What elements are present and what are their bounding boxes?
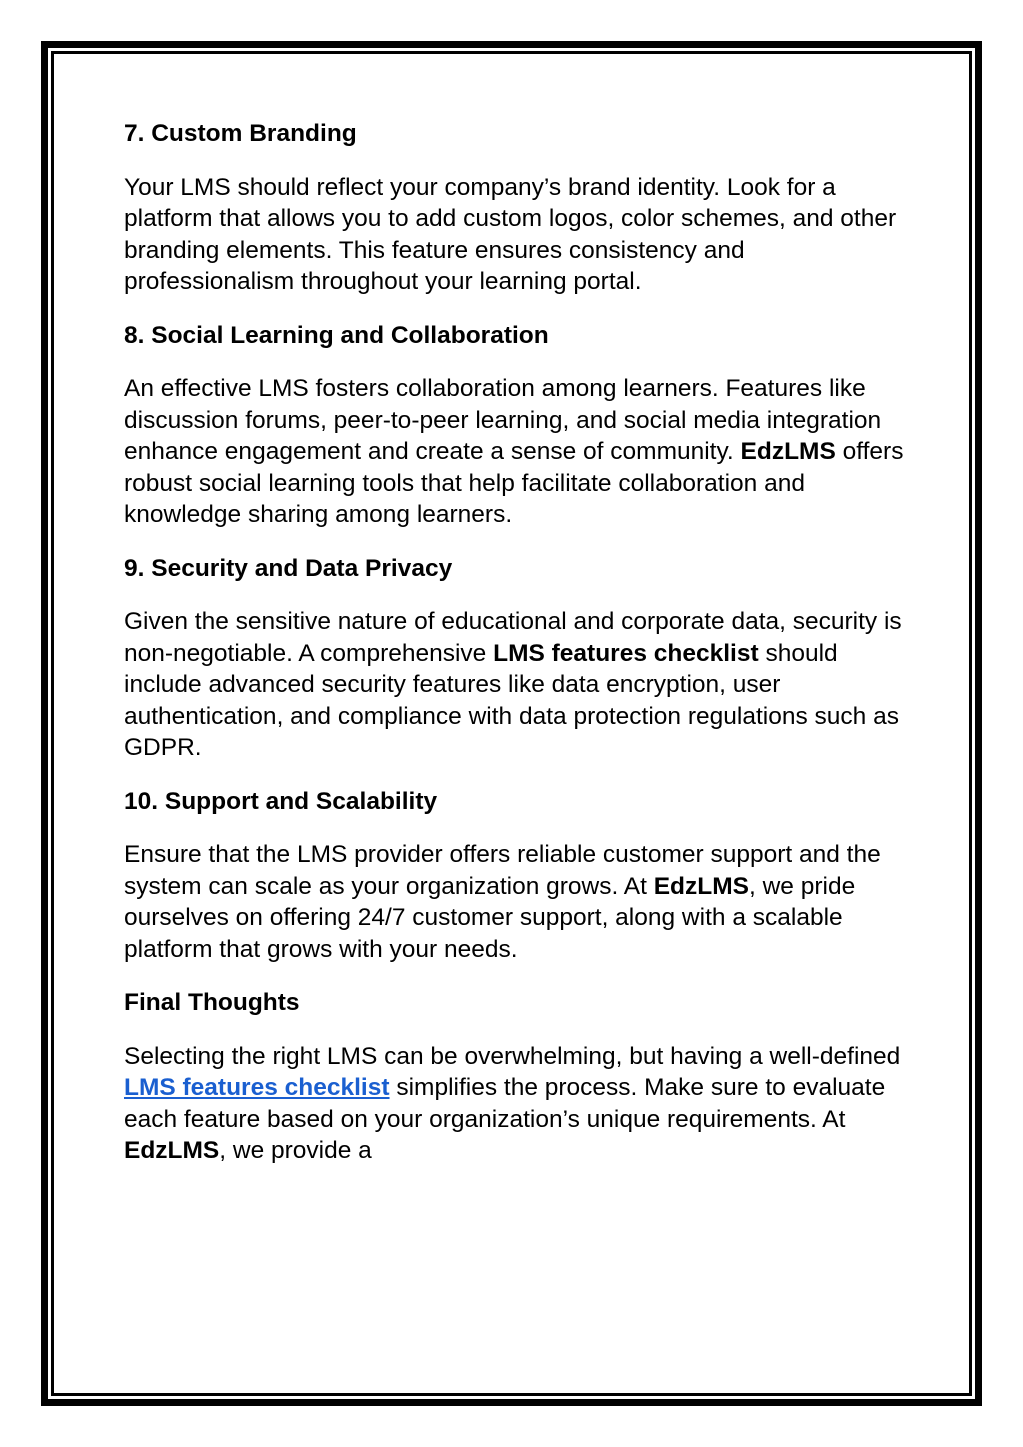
text-run: simplifies the process. Make sure to evaluate each feature based on your organization’s unique requirements. At [124,1074,886,1133]
document-body [124,118,914,1189]
text-run: Selecting the right LMS can be overwhelming, but having a well-defined [124,1042,901,1070]
section-body-support [124,839,914,965]
bold-keyword: LMS features checklist [493,639,759,667]
section-body-security [124,606,914,764]
text-run: offers robust social learning tools that help facilitate collaboration and knowledge sharing among learners. [124,438,904,528]
section-heading-final-thoughts: Final Thoughts [124,989,300,1016]
text-run: Given the sensitive nature of educational and corporate data, security is non-negotiable. A comprehensive [124,608,902,667]
section-heading-security: 9. Security and Data Privacy [124,554,453,582]
section-body-custom-branding: Your LMS should reflect your company’s brand identity. Look for a platform that allows you to add custom logos, color schemes, and other branding elements. This feature ensures consistency and professionalism throughout your learning portal. [124,173,897,295]
section-heading-custom-branding: 7. Custom Branding [124,120,357,147]
bold-brand-name: EdzLMS [653,872,749,900]
section-body-social-learning [124,373,914,531]
bold-brand-name: EdzLMS [124,1137,220,1164]
text-run: An effective LMS fosters collaboration among learners. Features like discussion forums, peer-to-peer learning, and social media integration enhance engagement and create a sense of community. [124,375,882,465]
section-heading-social-learning: 8. Social Learning and Collaboration [124,321,549,349]
section-heading-support: 10. Support and Scalability [124,787,438,815]
text-run: Ensure that the LMS provider offers reliable customer support and the system can scale as your organization grows. At [124,841,881,900]
lms-features-checklist-link[interactable]: LMS features checklist [124,1074,390,1101]
text-run: , we provide a [219,1137,372,1164]
text-run: , we pride ourselves on offering 24/7 customer support, along with a scalable platform that grows with your needs. [124,872,856,963]
text-run: should include advanced security features like data encryption, user authentication, and compliance with data protection regulations such as GDPR. [124,639,899,761]
section-body-final-thoughts [124,1041,914,1167]
bold-brand-name: EdzLMS [740,438,836,465]
